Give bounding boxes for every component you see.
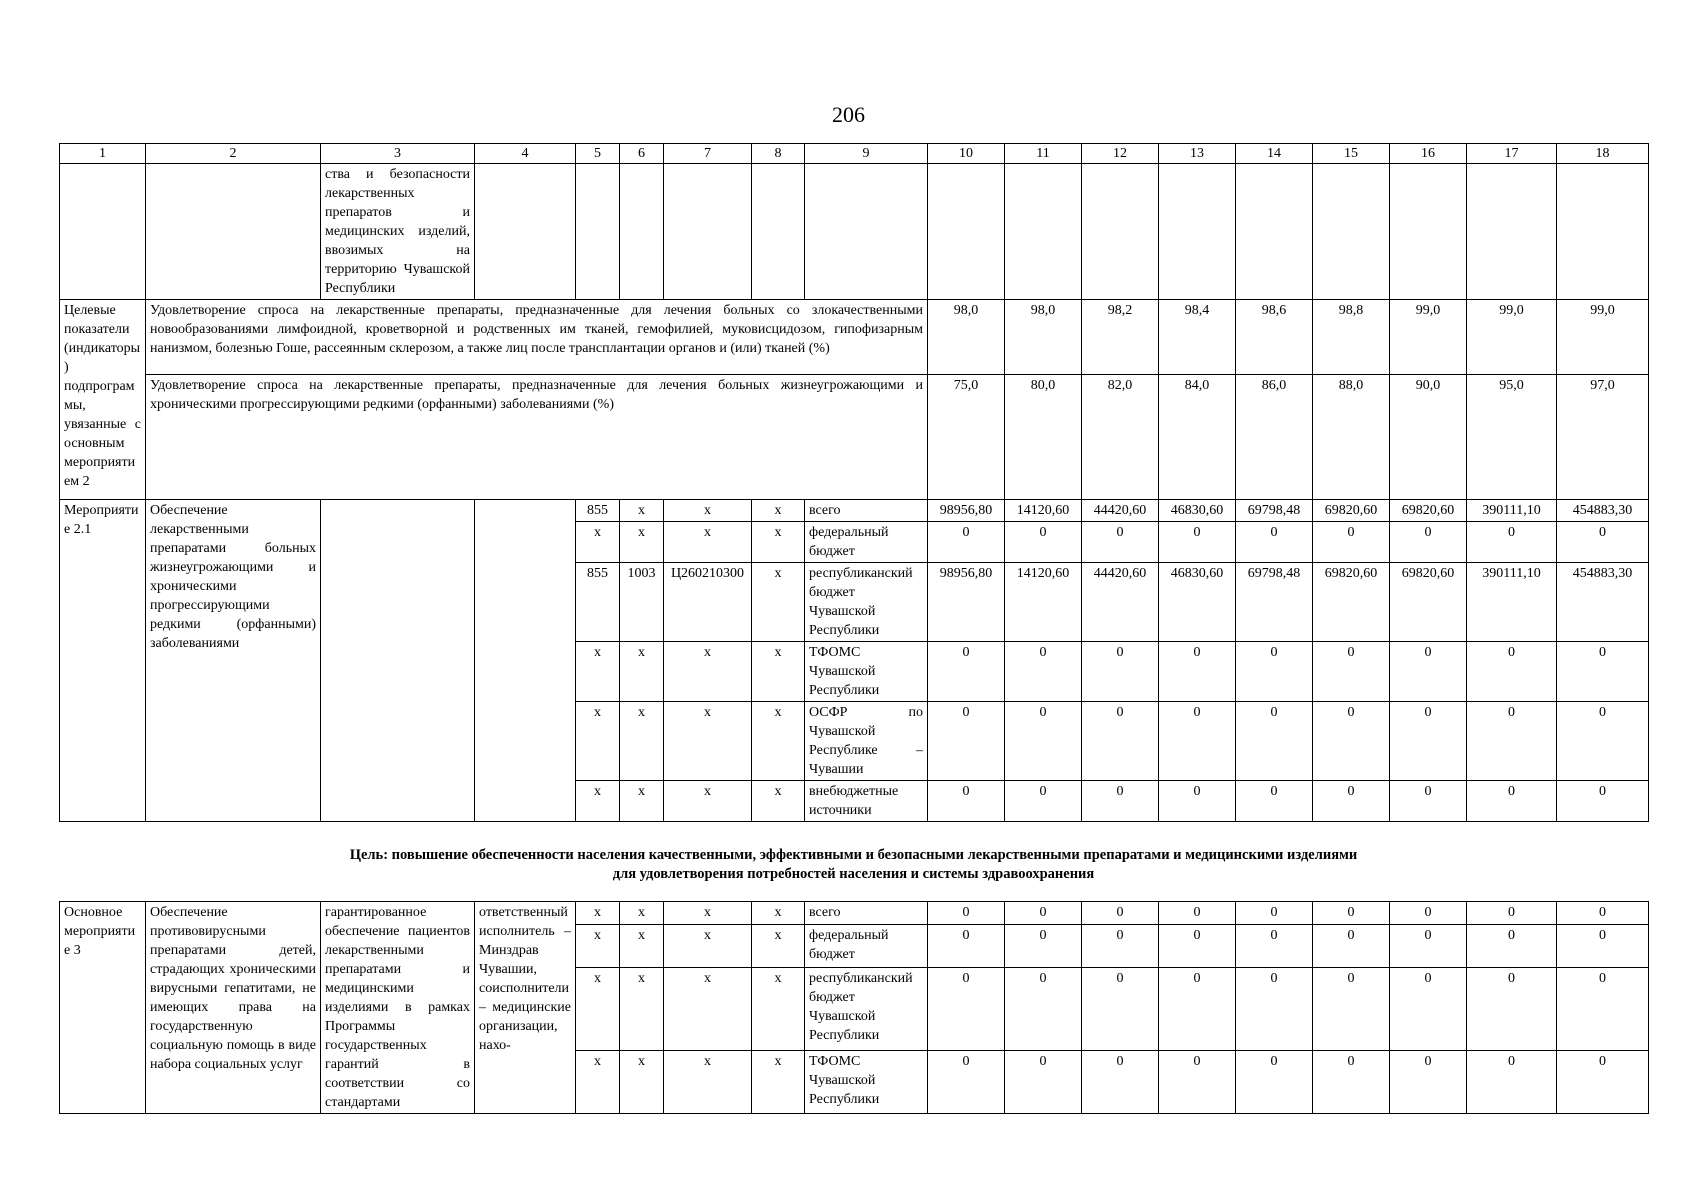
funding-value: 0 (928, 925, 1005, 968)
funding-value: 98956,80 (928, 500, 1005, 522)
empty-cell (475, 500, 576, 822)
column-number: 2 (146, 144, 321, 164)
code-cell: x (752, 642, 805, 702)
empty-cell (1236, 164, 1313, 300)
funding-source: всего (805, 902, 928, 925)
measure3-executor: ответственный исполнитель – Минздрав Чувашии, соисполнители – медицинские организации, нахо- (475, 902, 576, 1114)
funding-value: 0 (1005, 1051, 1082, 1114)
code-cell: x (620, 500, 664, 522)
funding-value: 0 (1313, 642, 1390, 702)
funding-value: 0 (1467, 781, 1557, 822)
funding-value: 98956,80 (928, 563, 1005, 642)
empty-cell (1005, 164, 1082, 300)
funding-value: 0 (1159, 702, 1236, 781)
funding-value: 0 (1005, 902, 1082, 925)
indicator-row (60, 375, 1649, 500)
funding-value: 0 (1005, 968, 1082, 1051)
funding-value: 0 (928, 1051, 1005, 1114)
indicator-value: 98,6 (1236, 300, 1313, 375)
funding-value: 0 (1557, 642, 1649, 702)
measure3-name: Обеспечение противовирусными препаратами детей, страдающих хроническими вирусными гепатитами, не имеющих права на государственную социальную помощь в виде набора социальных услуг (146, 902, 321, 1114)
code-cell: x (576, 925, 620, 968)
funding-value: 69820,60 (1390, 563, 1467, 642)
indicator-value: 95,0 (1467, 375, 1557, 500)
indicator-value: 86,0 (1236, 375, 1313, 500)
funding-value: 0 (1082, 702, 1159, 781)
funding-value: 69798,48 (1236, 563, 1313, 642)
indicator-value: 90,0 (1390, 375, 1467, 500)
funding-value: 0 (1159, 642, 1236, 702)
column-number: 16 (1390, 144, 1467, 164)
funding-value: 0 (1159, 902, 1236, 925)
goal-heading (59, 846, 1648, 884)
funding-value: 0 (1390, 1051, 1467, 1114)
funding-value: 0 (1557, 702, 1649, 781)
code-cell: x (576, 1051, 620, 1114)
code-cell: x (664, 642, 752, 702)
measure3-label: Основное мероприятие 3 (60, 902, 146, 1114)
code-cell: 1003 (620, 563, 664, 642)
empty-cell (475, 164, 576, 300)
code-cell: x (620, 902, 664, 925)
column-number: 13 (1159, 144, 1236, 164)
empty-cell (1082, 164, 1159, 300)
funding-value: 0 (1390, 968, 1467, 1051)
code-cell: 855 (576, 500, 620, 522)
funding-value: 454883,30 (1557, 500, 1649, 522)
funding-value: 69820,60 (1313, 563, 1390, 642)
funding-source: всего (805, 500, 928, 522)
funding-value: 0 (1557, 968, 1649, 1051)
funding-value: 0 (1467, 522, 1557, 563)
indicator-value: 98,0 (1005, 300, 1082, 375)
code-cell: x (664, 500, 752, 522)
funding-value: 0 (1005, 642, 1082, 702)
indicator-value: 75,0 (928, 375, 1005, 500)
funding-source: федеральный бюджет (805, 925, 928, 968)
empty-cell (1159, 164, 1236, 300)
goal-line-1: Цель: повышение обеспеченности населения качественными, эффективными и безопасными лекарственными препаратами и медицинскими изделиями (349, 847, 1358, 863)
empty-cell (752, 164, 805, 300)
code-cell: x (752, 925, 805, 968)
indicator-value: 82,0 (1082, 375, 1159, 500)
column-number: 10 (928, 144, 1005, 164)
funding-value: 390111,10 (1467, 563, 1557, 642)
indicator-value: 88,0 (1313, 375, 1390, 500)
code-cell: x (576, 968, 620, 1051)
funding-value: 44420,60 (1082, 500, 1159, 522)
funding-value: 0 (1390, 902, 1467, 925)
funding-value: 0 (1082, 925, 1159, 968)
code-cell: x (576, 702, 620, 781)
column-number: 4 (475, 144, 576, 164)
empty-cell (928, 164, 1005, 300)
funding-value: 0 (1005, 925, 1082, 968)
funding-value: 0 (1236, 522, 1313, 563)
indicator-value: 99,0 (1467, 300, 1557, 375)
funding-value: 0 (1005, 702, 1082, 781)
indicator-value: 99,0 (1390, 300, 1467, 375)
indicators-label: Целевые показатели (индикаторы) подпрограммы, увязанные с основным мероприятием 2 (60, 300, 146, 500)
funding-source: внебюджетные источники (805, 781, 928, 822)
funding-value: 0 (1236, 968, 1313, 1051)
code-cell: x (664, 702, 752, 781)
funding-value: 0 (1467, 968, 1557, 1051)
code-cell: x (752, 781, 805, 822)
code-cell: x (620, 1051, 664, 1114)
funding-value: 0 (1467, 702, 1557, 781)
funding-value: 0 (1236, 781, 1313, 822)
funding-value: 0 (1313, 902, 1390, 925)
code-cell: x (752, 1051, 805, 1114)
funding-value: 0 (1313, 968, 1390, 1051)
funding-value: 46830,60 (1159, 563, 1236, 642)
funding-value: 0 (928, 968, 1005, 1051)
funding-value: 0 (1082, 902, 1159, 925)
funding-value: 454883,30 (1557, 563, 1649, 642)
funding-value: 0 (1236, 702, 1313, 781)
funding-value: 0 (1236, 925, 1313, 968)
funding-value: 69798,48 (1236, 500, 1313, 522)
funding-value: 0 (928, 902, 1005, 925)
measure3-result: гарантированное обеспечение пациентов лекарственными препаратами и медицинскими изделиями в рамках Программы государственных гарантий в соответствии со стандартами (321, 902, 475, 1114)
indicator-value: 98,4 (1159, 300, 1236, 375)
funding-value: 0 (1082, 522, 1159, 563)
indicator-text: Удовлетворение спроса на лекарственные препараты, предназначенные для лечения больных жизнеугрожающими и хроническими прогрессирующими редкими (орфанными) заболеваниями (%) (146, 375, 928, 500)
column-number: 8 (752, 144, 805, 164)
funding-value: 0 (1313, 781, 1390, 822)
code-cell: x (664, 902, 752, 925)
column-number: 14 (1236, 144, 1313, 164)
funding-value: 0 (1082, 968, 1159, 1051)
code-cell: x (576, 522, 620, 563)
code-cell: x (664, 925, 752, 968)
code-cell: x (620, 642, 664, 702)
funding-source: ОСФР по Чувашской Республике – Чувашии (805, 702, 928, 781)
funding-value: 0 (1082, 1051, 1159, 1114)
page-number: 206 (832, 102, 865, 127)
empty-cell (664, 164, 752, 300)
funding-value: 14120,60 (1005, 500, 1082, 522)
indicator-value: 98,8 (1313, 300, 1390, 375)
funding-value: 0 (1390, 642, 1467, 702)
code-cell: x (752, 500, 805, 522)
column-number: 18 (1557, 144, 1649, 164)
measure21-name: Обеспечение лекарственными препаратами больных жизнеугрожающими и хроническими прогрессирующими редкими (орфанными) заболеваниями (146, 500, 321, 822)
column-number: 6 (620, 144, 664, 164)
code-cell: x (664, 781, 752, 822)
indicator-value: 80,0 (1005, 375, 1082, 500)
code-cell: x (752, 702, 805, 781)
empty-cell (576, 164, 620, 300)
funding-value: 0 (1005, 781, 1082, 822)
funding-source: ТФОМС Чувашской Республики (805, 642, 928, 702)
funding-value: 0 (928, 642, 1005, 702)
code-cell: x (576, 781, 620, 822)
funding-value: 69820,60 (1390, 500, 1467, 522)
empty-cell (1390, 164, 1467, 300)
continuation-text: ства и безопасности лекарственных препаратов и медицинских изделий, ввозимых на территорию Чувашской Республики (321, 164, 475, 300)
indicator-value: 97,0 (1557, 375, 1649, 500)
measure3-table (59, 901, 1649, 1114)
funding-value: 0 (1557, 902, 1649, 925)
funding-value: 0 (1557, 925, 1649, 968)
code-cell: x (752, 902, 805, 925)
funding-value: 0 (1082, 642, 1159, 702)
funding-value: 0 (928, 702, 1005, 781)
funding-source: республиканский бюджет Чувашской Республики (805, 968, 928, 1051)
continuation-row (60, 164, 1649, 300)
funding-value: 0 (1159, 968, 1236, 1051)
code-cell: 855 (576, 563, 620, 642)
funding-source: республиканский бюджет Чувашской Республики (805, 563, 928, 642)
funding-value: 0 (1313, 702, 1390, 781)
funding-value: 14120,60 (1005, 563, 1082, 642)
funding-value: 390111,10 (1467, 500, 1557, 522)
funding-value: 0 (1236, 902, 1313, 925)
funding-value: 0 (1390, 925, 1467, 968)
funding-value: 0 (1159, 1051, 1236, 1114)
code-cell: x (664, 968, 752, 1051)
funding-value: 69820,60 (1313, 500, 1390, 522)
header-row (60, 144, 1649, 164)
empty-cell (146, 164, 321, 300)
funding-value: 0 (1557, 1051, 1649, 1114)
funding-value: 0 (1236, 642, 1313, 702)
empty-cell (1557, 164, 1649, 300)
program-table (59, 143, 1649, 822)
code-cell: x (576, 902, 620, 925)
empty-cell (60, 164, 146, 300)
column-number: 17 (1467, 144, 1557, 164)
measure21-label: Мероприятие 2.1 (60, 500, 146, 822)
empty-cell (805, 164, 928, 300)
code-cell: x (576, 642, 620, 702)
indicator-value: 84,0 (1159, 375, 1236, 500)
empty-cell (1467, 164, 1557, 300)
code-cell: x (620, 702, 664, 781)
code-cell: x (664, 522, 752, 563)
code-cell: x (664, 1051, 752, 1114)
funding-value: 0 (1467, 902, 1557, 925)
funding-value: 0 (1467, 1051, 1557, 1114)
funding-value: 0 (1159, 925, 1236, 968)
funding-value: 0 (1390, 781, 1467, 822)
code-cell: x (752, 563, 805, 642)
indicator-value: 98,0 (928, 300, 1005, 375)
indicator-value: 98,2 (1082, 300, 1159, 375)
code-cell: Ц260210300 (664, 563, 752, 642)
funding-source: ТФОМС Чувашской Республики (805, 1051, 928, 1114)
funding-value: 0 (1390, 702, 1467, 781)
funding-value: 44420,60 (1082, 563, 1159, 642)
funding-value: 0 (1467, 925, 1557, 968)
funding-value: 0 (928, 522, 1005, 563)
funding-value: 0 (928, 781, 1005, 822)
code-cell: x (620, 925, 664, 968)
funding-source: федеральный бюджет (805, 522, 928, 563)
funding-value: 0 (1313, 522, 1390, 563)
column-number: 12 (1082, 144, 1159, 164)
funding-value: 0 (1082, 781, 1159, 822)
empty-cell (620, 164, 664, 300)
funding-value: 0 (1236, 1051, 1313, 1114)
column-number: 5 (576, 144, 620, 164)
funding-value: 0 (1557, 781, 1649, 822)
funding-value: 0 (1159, 522, 1236, 563)
indicator-value: 99,0 (1557, 300, 1649, 375)
funding-value: 0 (1313, 925, 1390, 968)
column-number: 3 (321, 144, 475, 164)
column-number: 9 (805, 144, 928, 164)
funding-value: 0 (1557, 522, 1649, 563)
funding-value: 46830,60 (1159, 500, 1236, 522)
empty-cell (1313, 164, 1390, 300)
goal-line-2: для удовлетворения потребностей населения и системы здравоохранения (612, 866, 1095, 882)
code-cell: x (620, 968, 664, 1051)
column-number: 11 (1005, 144, 1082, 164)
code-cell: x (620, 522, 664, 563)
column-number: 15 (1313, 144, 1390, 164)
column-number: 7 (664, 144, 752, 164)
column-number: 1 (60, 144, 146, 164)
code-cell: x (620, 781, 664, 822)
funding-value: 0 (1313, 1051, 1390, 1114)
funding-value: 0 (1390, 522, 1467, 563)
funding-value: 0 (1005, 522, 1082, 563)
funding-value: 0 (1467, 642, 1557, 702)
code-cell: x (752, 522, 805, 563)
measure3-row (60, 902, 1649, 925)
funding-value: 0 (1159, 781, 1236, 822)
indicator-text: Удовлетворение спроса на лекарственные препараты, предназначенные для лечения больных со злокачественными новообразованиями лимфоидной, кроветворной и родственных им тканей, гемофилией, муковисцидозом, гипофизарным нанизмом, болезнью Гоше, рассеянным склерозом, а также лиц после трансплантации органов и (или) тканей (%) (146, 300, 928, 375)
code-cell: x (752, 968, 805, 1051)
measure21-row (60, 500, 1649, 522)
empty-cell (321, 500, 475, 822)
indicator-row (60, 300, 1649, 375)
